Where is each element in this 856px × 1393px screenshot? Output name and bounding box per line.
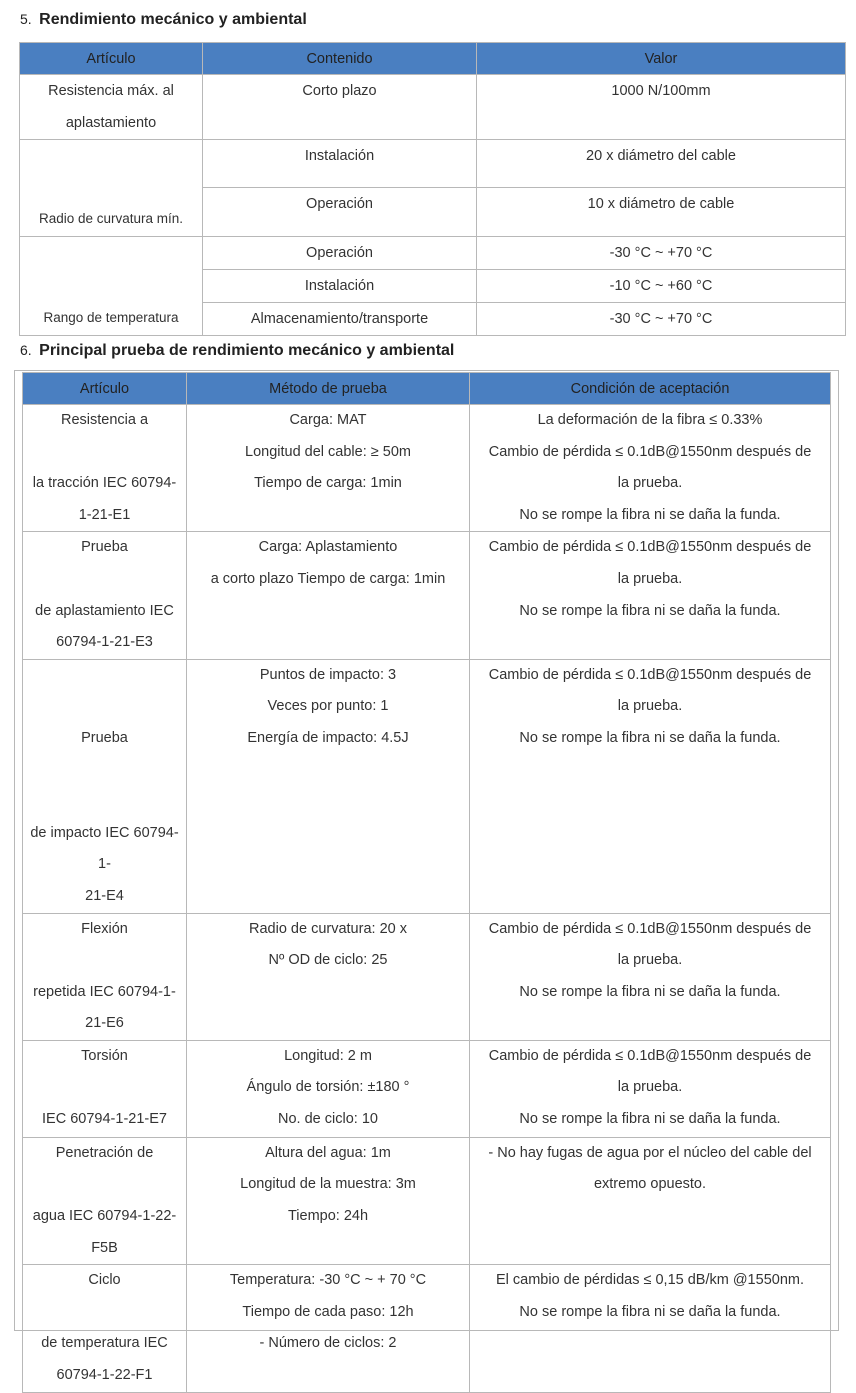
cell-line: Cambio de pérdida ≤ 0.1dB@1550nm después de: [488, 920, 812, 937]
value-cell: 20 x diámetro del cable: [477, 140, 846, 188]
cell-line: [27, 1169, 182, 1201]
table-row: [23, 1265, 831, 1392]
cell-line: de temperatura IEC: [41, 1335, 168, 1352]
cell-line: Tiempo de carga: 1min: [254, 475, 402, 492]
section-5-number: 5.: [20, 11, 32, 27]
value-cell: -30 °C ~ +70 °C: [477, 303, 846, 336]
header-content: Contenido: [203, 43, 477, 75]
cell-line: Radio de curvatura: 20 x: [249, 920, 407, 937]
cell-line: Nº OD de ciclo: 25: [268, 952, 388, 969]
section-5-title: Rendimiento mecánico y ambiental: [39, 11, 307, 28]
cell-line: No se rompe la fibra ni se daña la funda.: [519, 602, 781, 619]
table-header-row: [20, 43, 846, 75]
table-row: [23, 659, 831, 913]
cell-line: Penetración de: [55, 1144, 154, 1161]
cell-line: La deformación de la fibra ≤ 0.33%: [537, 412, 763, 428]
cell-line: la prueba.: [617, 1079, 683, 1096]
cell-line: [27, 691, 182, 723]
cell-line: agua IEC 60794-1-22-: [32, 1208, 177, 1225]
cell-line: [27, 1297, 182, 1329]
cell-line: Longitud: 2 m: [284, 1047, 372, 1064]
article-cell: [23, 1040, 187, 1137]
condition-cell: [470, 532, 831, 659]
cell-line: - No hay fugas de agua por el núcleo del cable del: [488, 1144, 812, 1161]
cell-line: Tiempo de cada paso: 12h: [242, 1303, 414, 1320]
cell-line: la tracción IEC 60794-: [32, 475, 177, 492]
method-cell: [187, 1040, 470, 1137]
article-cell: Rango de temperatura: [20, 237, 203, 336]
method-cell: [187, 1265, 470, 1392]
mechanical-environmental-table: [19, 42, 846, 336]
cell-line: [27, 437, 182, 469]
condition-cell: [470, 1137, 831, 1264]
cell-line: la prueba.: [617, 698, 683, 715]
article-cell: [23, 913, 187, 1040]
cell-line: la prueba.: [617, 952, 683, 969]
article-cell: [20, 75, 203, 140]
content-cell: Corto plazo: [203, 75, 477, 140]
cell-line: 60794-1-21-E3: [56, 634, 153, 651]
content-cell: Operación: [203, 188, 477, 237]
cell-line: Cambio de pérdida ≤ 0.1dB@1550nm después de: [488, 666, 812, 683]
method-cell: [187, 405, 470, 532]
cell-line: Altura del agua: 1m: [265, 1144, 391, 1161]
article-cell: [23, 532, 187, 659]
method-cell: [187, 1137, 470, 1264]
article-cell: [23, 1137, 187, 1264]
article-cell: [23, 1265, 187, 1392]
method-cell: [187, 913, 470, 1040]
article-cell: [23, 405, 187, 532]
cell-line: Temperatura: -30 °C ~ + 70 °C: [229, 1272, 427, 1289]
content-cell: Almacenamiento/transporte: [203, 303, 477, 336]
condition-cell: [470, 913, 831, 1040]
article-line: Resistencia máx. al: [48, 83, 174, 99]
cell-line: Longitud del cable: ≥ 50m: [245, 443, 411, 460]
value-cell: 10 x diámetro de cable: [477, 188, 846, 237]
section-5-heading: [20, 11, 307, 29]
cell-line: Carga: Aplastamiento: [258, 539, 398, 556]
cell-line: F5B: [91, 1239, 118, 1256]
cell-line: [27, 1072, 182, 1104]
header-value: Valor: [477, 43, 846, 75]
value-cell: -10 °C ~ +60 °C: [477, 270, 846, 303]
cell-line: Ciclo: [88, 1272, 121, 1289]
cell-line: [27, 564, 182, 596]
cell-line: Ángulo de torsión: ±180 °: [246, 1079, 410, 1096]
cell-line: Tiempo: 24h: [287, 1208, 369, 1225]
cell-line: repetida IEC 60794-1-: [33, 983, 176, 1000]
cell-line: - Número de ciclos: 2: [259, 1335, 397, 1352]
cell-line: Veces por punto: 1: [267, 698, 389, 715]
condition-cell: [470, 1265, 831, 1392]
cell-line: Cambio de pérdida ≤ 0.1dB@1550nm después de: [488, 1047, 812, 1064]
cell-line: Flexión: [81, 920, 128, 937]
table-row: [23, 532, 831, 659]
cell-line: No se rompe la fibra ni se daña la funda.: [519, 506, 781, 523]
header-article: Artículo: [20, 43, 203, 75]
section-6-title: Principal prueba de rendimiento mecánico y ambiental: [39, 342, 455, 359]
table-row: [20, 75, 846, 140]
cell-line: Cambio de pérdida ≤ 0.1dB@1550nm después de: [488, 539, 812, 556]
section-6-heading: [20, 342, 454, 360]
cell-line: No se rompe la fibra ni se daña la funda.: [519, 983, 781, 1000]
cell-line: [27, 945, 182, 977]
content-cell: Instalación: [203, 270, 477, 303]
table-row: [23, 405, 831, 532]
cell-line: No se rompe la fibra ni se daña la funda.: [519, 729, 781, 746]
article-cell: [23, 659, 187, 913]
cell-line: la prueba.: [617, 570, 683, 587]
cell-line: [27, 786, 182, 818]
condition-cell: [470, 1040, 831, 1137]
table-row: [23, 1040, 831, 1137]
method-cell: [187, 659, 470, 913]
table-frame: [14, 370, 839, 371]
table-row: [23, 1137, 831, 1264]
cell-line: 60794-1-22-F1: [56, 1367, 153, 1384]
cell-line: Prueba: [81, 729, 128, 746]
cell-line: 21-E4: [85, 887, 124, 904]
table-row: [23, 913, 831, 1040]
table-header-row: [23, 373, 831, 405]
cell-line: No. de ciclo: 10: [278, 1111, 378, 1128]
article-line: aplastamiento: [65, 115, 157, 131]
cell-line: la prueba.: [617, 475, 683, 492]
cell-line: 1-21-E1: [78, 506, 131, 523]
cell-line: IEC 60794-1-21-E7: [42, 1111, 167, 1128]
condition-cell: [470, 405, 831, 532]
section-6-number: 6.: [20, 342, 32, 358]
value-cell: 1000 N/100mm: [477, 75, 846, 140]
cell-line: extremo opuesto.: [593, 1176, 707, 1193]
cell-line: de impacto IEC 60794-1-: [30, 824, 179, 873]
header-article: Artículo: [23, 373, 187, 405]
method-cell: [187, 532, 470, 659]
cell-line: [27, 755, 182, 787]
cell-line: Cambio de pérdida ≤ 0.1dB@1550nm después de: [488, 443, 812, 460]
header-method: Método de prueba: [187, 373, 470, 405]
cell-line: [27, 660, 182, 692]
table-frame: [838, 370, 839, 1331]
table-row: [20, 237, 846, 270]
content-cell: Operación: [203, 237, 477, 270]
cell-line: 21-E6: [85, 1015, 124, 1032]
cell-line: Longitud de la muestra: 3m: [240, 1176, 416, 1193]
cell-line: Torsión: [81, 1047, 128, 1064]
cell-line: Energía de impacto: 4.5J: [247, 729, 409, 746]
cell-line: El cambio de pérdidas ≤ 0,15 dB/km @1550nm.: [495, 1272, 804, 1289]
value-cell: -30 °C ~ +70 °C: [477, 237, 846, 270]
test-performance-table: [22, 372, 831, 1393]
cell-line: No se rompe la fibra ni se daña la funda.: [519, 1303, 781, 1320]
content-cell: Instalación: [203, 140, 477, 188]
cell-line: de aplastamiento IEC: [35, 602, 174, 619]
cell-line: Puntos de impacto: 3: [259, 666, 397, 683]
table-row: [20, 140, 846, 188]
table-frame: [14, 370, 15, 1331]
cell-line: Prueba: [81, 539, 128, 556]
cell-line: Carga: MAT: [289, 412, 367, 428]
cell-line: Resistencia a: [60, 412, 149, 428]
condition-cell: [470, 659, 831, 913]
cell-line: No se rompe la fibra ni se daña la funda.: [519, 1111, 781, 1128]
article-cell: Radio de curvatura mín.: [20, 140, 203, 237]
header-condition: Condición de aceptación: [470, 373, 831, 405]
cell-line: a corto plazo Tiempo de carga: 1min: [210, 570, 446, 587]
